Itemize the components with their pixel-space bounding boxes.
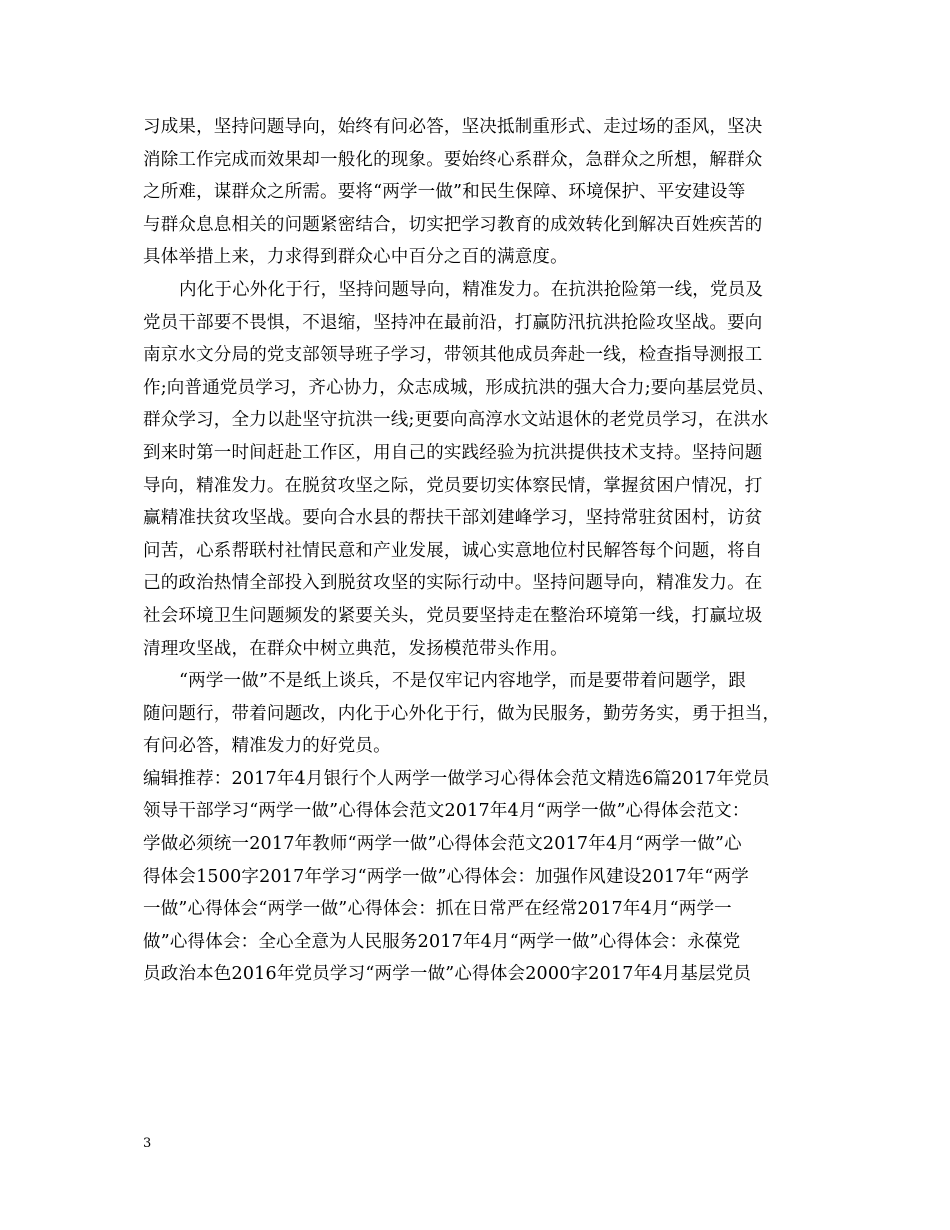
document-body <box>143 111 811 991</box>
page-number: 3 <box>143 1136 152 1151</box>
text-line: 得体会1500字2017年学习“两学一做”心得体会：加强作风建设2017年“两学 <box>143 866 749 887</box>
text-line: 消除工作完成而效果却一般化的现象。要始终心系群众，急群众之所想，解群众 <box>143 149 763 170</box>
paragraph-first-line: 内化于心外化于行，坚持问题导向，精准发力。在抗洪抢险第一线，党员及 <box>179 279 764 300</box>
text-line: 习成果，坚持问题导向，始终有问必答，坚决抵制重形式、走过场的歪风，坚决 <box>143 117 763 137</box>
text-line: 社会环境卫生问题频发的紧要关头，党员要坚持走在整治环境第一线，打赢垃圾 <box>143 605 763 626</box>
text-line: 南京水文分局的党支部领导班子学习，带领其他成员奔赴一线，检查指导测报工 <box>143 345 763 366</box>
text-line: 导向，精准发力。在脱贫攻坚之际，党员要切实体察民情，掌握贫困户情况，打 <box>143 475 763 496</box>
text-line: 之所难，谋群众之所需。要将“两学一做”和民生保障、环境保护、平安建设等 <box>143 182 746 203</box>
text-line: 员政治本色2016年党员学习“两学一做”心得体会2000字2017年4月基层党员 <box>143 964 752 985</box>
text-line: 与群众息息相关的问题紧密结合，切实把学习教育的成效转化到解决百姓疾苦的 <box>143 214 763 235</box>
text-line: 到来时第一时间赶赴工作区，用自己的实践经验为抗洪提供技术支持。坚持问题 <box>143 442 763 463</box>
text-line: 做”心得体会：全心全意为人民服务2017年4月“两学一做”心得体会：永葆党 <box>143 931 741 952</box>
paragraph-first-line: “两学一做”不是纸上谈兵，不是仅牢记内容地学，而是要带着问题学，跟 <box>179 671 746 692</box>
text-line: 有问必答，精准发力的好党员。 <box>143 736 391 757</box>
text-line: 己的政治热情全部投入到脱贫攻坚的实际行动中。坚持问题导向，精准发力。在 <box>143 573 763 594</box>
text-line: 领导干部学习“两学一做”心得体会范文2017年4月“两学一做”心得体会范文： <box>143 801 750 822</box>
text-line: 问苦，心系帮联村社情民意和产业发展，诚心实意地位村民解答每个问题，将自 <box>143 540 763 561</box>
recommendation-line: 编辑推荐：2017年4月银行个人两学一做学习心得体会范文精选6篇2017年党员 <box>143 768 770 789</box>
text-line: 党员干部要不畏惧，不退缩，坚持冲在最前沿，打赢防汛抗洪抢险攻坚战。要向 <box>143 312 763 333</box>
text-line: 具体举措上来，力求得到群众心中百分之百的满意度。 <box>143 247 568 268</box>
text-line: 随问题行，带着问题改，内化于心外化于行，做为民服务，勤劳务实，勇于担当， <box>143 703 781 724</box>
text-line: 学做必须统一2017年教师“两学一做”心得体会范文2017年4月“两学一做”心 <box>143 834 742 855</box>
text-line: 作;向普通党员学习，齐心协力，众志成城，形成抗洪的强大合力;要向基层党员、 <box>143 377 775 398</box>
text-line: 赢精准扶贫攻坚战。要向合水县的帮扶干部刘建峰学习，坚持常驻贫困村，访贫 <box>143 508 763 529</box>
text-line: 群众学习，全力以赴坚守抗洪一线;更要向高淳水文站退休的老党员学习，在洪水 <box>143 410 769 431</box>
text-line: 清理攻坚战，在群众中树立典范，发扬模范带头作用。 <box>143 638 568 659</box>
text-line: 一做”心得体会“两学一做”心得体会：抓在日常严在经常2017年4月“两学一 <box>143 899 732 920</box>
